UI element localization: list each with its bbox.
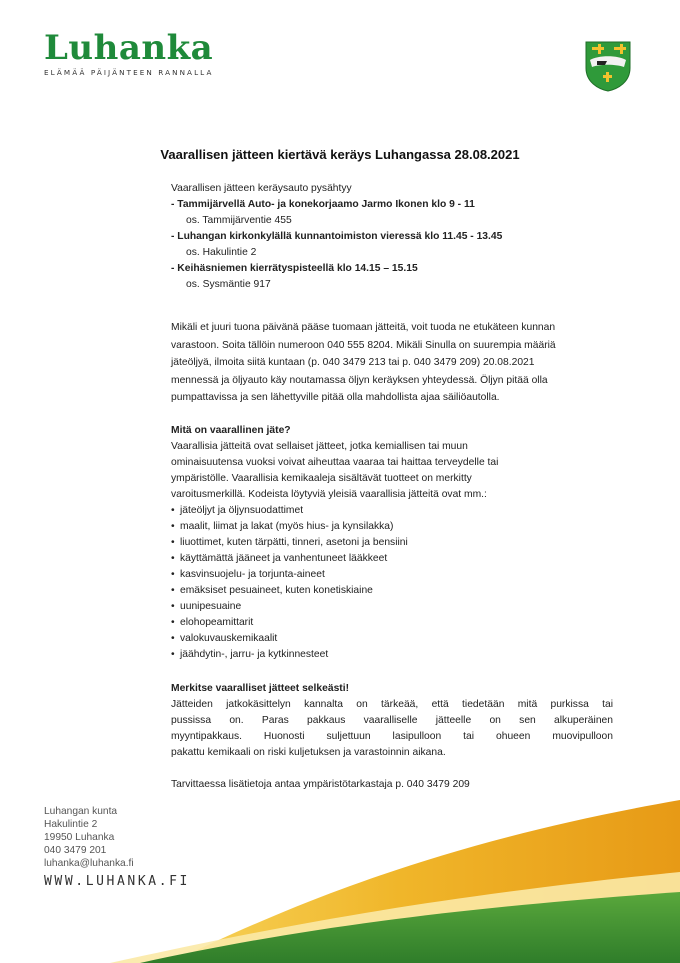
document-body [171, 181, 613, 793]
bullet-icon: • [171, 520, 175, 532]
bullet-icon: • [171, 552, 175, 564]
footer-line: Hakulintie 2 [44, 819, 98, 830]
paragraph-line: myyntipakkaus. Huonosti suljettuun lasipulloon tai ohueen muovipulloon [171, 730, 613, 742]
paragraph-line: pussissa on. Paras pakkaus vaaralliselle jätteelle on sen alkuperäinen [171, 714, 613, 726]
document-title: Vaarallisen jätteen kiertävä keräys Luhangassa 28.08.2021 [160, 147, 520, 162]
paragraph-line: varastoon. Soita tällöin numeroon 040 555 8204. Mikäli Sinulla on suurempia määriä [171, 339, 556, 351]
paragraph-line: Vaarallisia jätteitä ovat sellaiset jätteet, jotka kemiallisen tai muun [171, 440, 468, 452]
list-item: • valokuvauskemikaalit [171, 631, 613, 647]
paragraph-line: Mikäli et juuri tuona päivänä pääse tuomaan jätteitä, voit tuoda ne etukäteen kunnan [171, 322, 556, 333]
bullet-icon: • [171, 632, 175, 644]
paragraph-line: ympäristölle. Vaarallisia kemikaaleja sisältävät tuotteet on merkitty [171, 472, 472, 484]
closing-contact: Tarvittaessa lisätietoja antaa ympäristötarkastaja p. 040 3479 209 [171, 778, 470, 790]
paragraph-line: jäteöljyä, ilmoita siitä kuntaan (p. 040 3479 213 tai p. 040 3479 209) 20.08.2021 [171, 357, 535, 369]
stops-intro: Vaarallisen jätteen keräysauto pysähtyy [171, 183, 352, 194]
footer-address [44, 805, 134, 870]
paragraph-line: ominaisuutensa vuoksi voivat aiheuttaa vaaraa tai haittaa terveydelle tai [171, 456, 499, 468]
stop-address: os. Tammijärventie 455 [186, 215, 292, 226]
list-item: • emäksiset pesuaineet, kuten konetiskiaine [171, 583, 613, 599]
stop-address: os. Sysmäntie 917 [186, 279, 271, 290]
paragraph-line: pumpattavissa ja sen lähettyville pitää olla mahdollista ajaa säiliöautolla. [171, 392, 500, 404]
list-item: • käyttämättä jääneet ja vanhentuneet lääkkeet [171, 551, 613, 567]
paragraph-line: varoitusmerkillä. Kodeista löytyviä yleisiä vaarallisia jätteitä ovat mm.: [171, 488, 487, 500]
labeling-paragraph [171, 697, 613, 761]
luhanka-logo [44, 30, 213, 77]
logo-wordmark: Luhanka [44, 28, 214, 68]
list-item: • uunipesuaine [171, 599, 613, 615]
paragraph-line: Jätteiden jatkokäsittelyn kannalta on tärkeää, että tiedetään mitä purkissa tai [171, 698, 613, 710]
footer-line: 19950 Luhanka [44, 832, 115, 843]
bullet-icon: • [171, 504, 175, 516]
footer-line: 040 3479 201 [44, 845, 107, 856]
footer-line: Luhangan kunta [44, 806, 118, 817]
bullet-icon: • [171, 616, 175, 628]
stop-label: - Keihäsniemen kierrätyspisteellä klo 14.15 – 15.15 [171, 263, 418, 274]
list-item: • jäteöljyt ja öljynsuodattimet [171, 503, 613, 519]
list-item: • maalit, liimat ja lakat (myös hius- ja kynsilakka) [171, 519, 613, 535]
hazardous-waste-list [171, 503, 613, 663]
list-item: • jäähdytin-, jarru- ja kytkinnesteet [171, 647, 613, 663]
coat-of-arms-icon [584, 40, 632, 92]
stop-address: os. Hakulintie 2 [186, 247, 257, 258]
section-heading-labeling: Merkitse vaaralliset jätteet selkeästi! [171, 682, 350, 694]
bullet-icon: • [171, 648, 175, 660]
bullet-icon: • [171, 600, 175, 612]
list-item: • kasvinsuojelu- ja torjunta-aineet [171, 567, 613, 583]
stop-label: - Luhangan kirkonkylällä kunnantoimiston vieressä klo 11.45 - 13.45 [171, 231, 503, 242]
bullet-icon: • [171, 584, 175, 596]
list-item: • elohopeamittarit [171, 615, 613, 631]
paragraph-line: pakattu kemikaali on riski kuljetuksen ja varastoinnin aikana. [171, 746, 446, 758]
delivery-paragraph [171, 319, 613, 407]
bullet-icon: • [171, 536, 175, 548]
section-heading-hazardous-waste: Mitä on vaarallinen jäte? [171, 424, 291, 436]
stop-label: - Tammijärvellä Auto- ja konekorjaamo Jarmo Ikonen klo 9 - 11 [171, 199, 475, 210]
footer-email[interactable]: luhanka@luhanka.fi [44, 858, 134, 869]
logo-tagline: ELÄMÄÄ PÄIJÄNTEEN RANNALLA [44, 68, 214, 77]
paragraph-line: mennessä ja öljyauto käy noutamassa öljyn keräyksen yhteydessä. Öljyn pitää olla [171, 374, 548, 386]
bullet-icon: • [171, 568, 175, 580]
website-link[interactable]: WWW.LUHANKA.FI [44, 874, 190, 889]
list-item: • liuottimet, kuten tärpätti, tinneri, asetoni ja bensiini [171, 535, 613, 551]
